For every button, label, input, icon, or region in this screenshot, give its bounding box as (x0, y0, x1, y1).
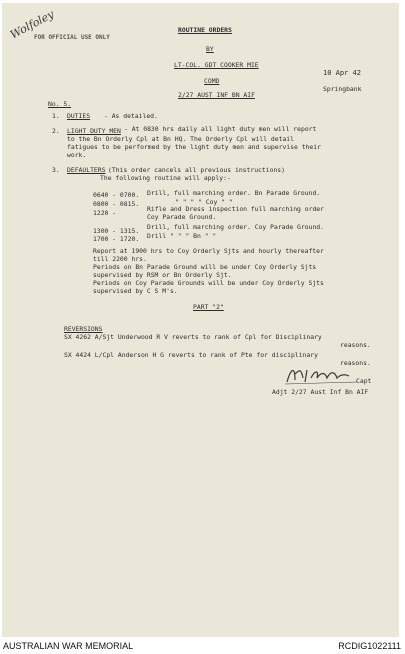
routine-activity: Coy Parade Ground. (147, 213, 217, 221)
order-date: 10 Apr 42 (323, 69, 361, 77)
signature-rank: Capt (356, 377, 372, 385)
signature-title: Adjt 2/27 Aust Inf Bn AIF (272, 388, 369, 396)
item-1-heading: DUTIES (67, 112, 91, 120)
comd-label: COMD (204, 77, 220, 85)
archive-reference: RCDIG1022111 (338, 641, 401, 651)
unit-name: 2/27 AUST INF BN AIF (178, 91, 255, 99)
handwritten-signature (283, 364, 363, 386)
reversions-heading: REVERSIONS (64, 325, 103, 333)
item-2-line: - At 0830 hrs daily all light duty men will report (124, 125, 317, 133)
routine-time: 1700 - 1720. (93, 235, 140, 243)
report-line: Periods on Coy Parade Grounds will be under Coy Orderly Sjts (93, 279, 324, 287)
reversion-line: reasons. (340, 341, 371, 349)
order-place: Springbank (323, 85, 362, 93)
commanding-officer: LT-COL. GDT COOKER MIE (174, 61, 259, 69)
report-line: till 2200 hrs. (93, 255, 147, 263)
part-two-heading: PART "2" (193, 303, 224, 311)
report-line: supervised by C S M's. (93, 287, 178, 295)
routine-activity: Drill, full marching order. Bn Parade Ground. (147, 189, 321, 197)
title-by: BY (206, 45, 214, 53)
report-line: Report at 1900 hrs to Coy Orderly Sjts and hourly thereafter (93, 247, 324, 255)
item-2-line: to the Bn Orderly Cpl at Bn HQ. The Orderly Cpl will detail (67, 135, 295, 143)
item-1-text: - As detailed. (104, 112, 158, 120)
item-2-line: work. (67, 151, 87, 159)
archive-name: AUSTRALIAN WAR MEMORIAL (3, 641, 134, 651)
routine-time: 1300 - 1315. (93, 227, 140, 235)
routine-activity: Drill " " " Bn " " (147, 232, 217, 240)
item-3-line: (This order cancels all previous instructions) (108, 166, 285, 174)
routine-activity: Drill, full marching order. Coy Parade Ground. (147, 223, 324, 231)
item-1-number: 1. (52, 112, 60, 120)
item-2-number: 2. (52, 127, 60, 135)
item-3-line: The following routine will apply:- (100, 174, 231, 182)
handwritten-note: Wolfoley (8, 7, 57, 42)
report-line: Periods on Bn Parade Ground will be under Coy Orderly Sjts (93, 263, 317, 271)
item-2-line: fatigues to be performed by the light duty men and supervise their (67, 143, 321, 151)
item-3-number: 3. (52, 166, 60, 174)
routine-activity: Rifle and Dress inspection full marching order (147, 205, 324, 213)
order-number: No. 5. (48, 100, 72, 108)
routine-activity: " " " " Coy " " (175, 198, 233, 206)
routine-time: 0800 - 0815. (93, 200, 140, 208)
routine-time: 1220 - (93, 209, 117, 217)
reversion-line: SX 4262 A/Sjt Underwood R V reverts to rank of Cpl for Disciplinary (64, 333, 322, 341)
official-use-stamp: FOR OFFICIAL USE ONLY (34, 34, 110, 41)
routine-time: 0640 - 0700. (93, 191, 140, 199)
document-title: ROUTINE ORDERS (178, 26, 232, 34)
reversion-line: SX 4424 L/Cpl Anderson H G reverts to rank of Pte for disciplinary (64, 351, 318, 359)
archive-footer (0, 638, 405, 654)
report-line: supervised by RSM or Bn Orderly Sjt. (93, 271, 232, 279)
item-2-heading: LIGHT DUTY MEN (67, 127, 121, 135)
reversion-line: reasons. (340, 359, 371, 367)
item-3-heading: DEFAULTERS (67, 166, 106, 174)
